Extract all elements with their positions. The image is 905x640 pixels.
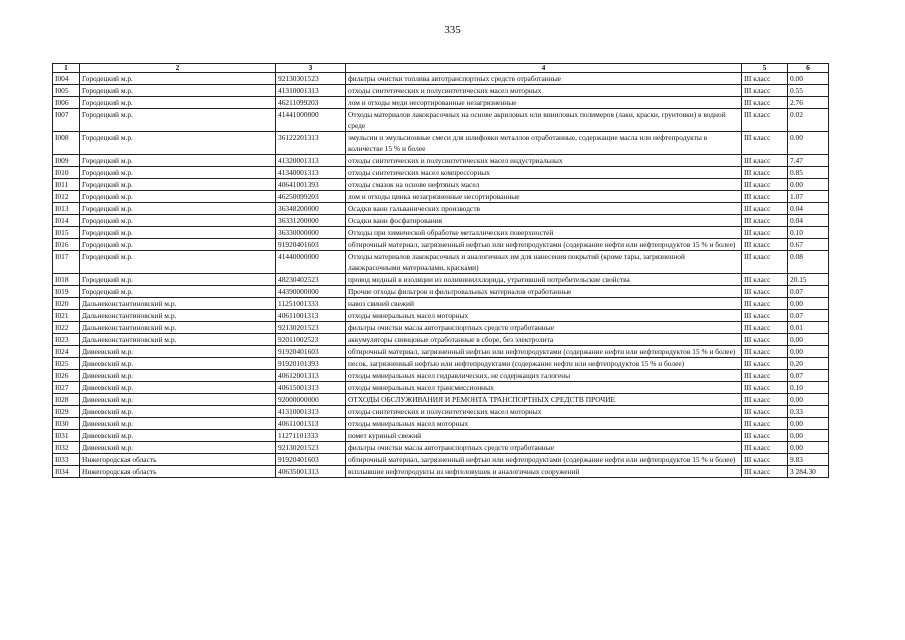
hazard-class: III класс bbox=[742, 322, 788, 334]
hazard-class: III класс bbox=[742, 418, 788, 430]
table-row bbox=[53, 334, 829, 346]
district-name: Дивеевский м.р. bbox=[80, 406, 276, 418]
hazard-class: III класс bbox=[742, 215, 788, 227]
table-row bbox=[53, 358, 829, 370]
waste-description: отходы синтетических и полусинтетических масел моторных bbox=[346, 85, 742, 97]
hazard-class: III класс bbox=[742, 203, 788, 215]
waste-description: отходы минеральных масел гидравлических, не содержащих галогены bbox=[346, 370, 742, 382]
row-number: I012 bbox=[53, 191, 80, 203]
row-number: I023 bbox=[53, 334, 80, 346]
waste-code: 41310001313 bbox=[276, 406, 346, 418]
quantity: 0.01 bbox=[788, 322, 829, 334]
waste-code: 11251001333 bbox=[276, 298, 346, 310]
district-name: Дивеевский м.р. bbox=[80, 382, 276, 394]
waste-code: 40611001313 bbox=[276, 418, 346, 430]
waste-code: 92130201523 bbox=[276, 442, 346, 454]
waste-code: 40635001313 bbox=[276, 466, 346, 478]
district-name: Городецкий м.р. bbox=[80, 191, 276, 203]
row-number: I025 bbox=[53, 358, 80, 370]
waste-description: помет куриный свежий bbox=[346, 430, 742, 442]
quantity: 0.00 bbox=[788, 442, 829, 454]
district-name: Дивеевский м.р. bbox=[80, 358, 276, 370]
row-number: I007 bbox=[53, 109, 80, 132]
waste-description: ОТХОДЫ ОБСЛУЖИВАНИЯ И РЕМОНТА ТРАНСПОРТНЫХ СРЕДСТВ ПРОЧИЕ bbox=[346, 394, 742, 406]
district-name: Дальнеконстантиновский м.р. bbox=[80, 322, 276, 334]
hazard-class: III класс bbox=[742, 346, 788, 358]
table-row bbox=[53, 430, 829, 442]
quantity: 3 284.30 bbox=[788, 466, 829, 478]
district-name: Городецкий м.р. bbox=[80, 155, 276, 167]
row-number: I031 bbox=[53, 430, 80, 442]
row-number: I020 bbox=[53, 298, 80, 310]
waste-description: отходы минеральных масел моторных bbox=[346, 418, 742, 430]
waste-description: лом и отходы меди несортированные незагрязненные bbox=[346, 97, 742, 109]
waste-description: Осадки ванн фосфатирования bbox=[346, 215, 742, 227]
waste-code: 91920101393 bbox=[276, 358, 346, 370]
quantity: 0.08 bbox=[788, 251, 829, 274]
row-number: I030 bbox=[53, 418, 80, 430]
table-row bbox=[53, 286, 829, 298]
hazard-class: III класс bbox=[742, 85, 788, 97]
waste-code: 36330000000 bbox=[276, 227, 346, 239]
column-header-5: 5 bbox=[742, 64, 788, 73]
waste-description: эмульсии и эмульсионные смеси для шлифовки металлов отработанные, содержащие масла или нефтепродукты в количестве 15 % и более bbox=[346, 132, 742, 155]
table-row bbox=[53, 215, 829, 227]
table-row bbox=[53, 442, 829, 454]
waste-code: 92000000000 bbox=[276, 394, 346, 406]
waste-description: Отходы материалов лакокрасочных на основе акриловых или виниловых полимеров (лаки, краски, грунтовки) в водной среде bbox=[346, 109, 742, 132]
table-row bbox=[53, 179, 829, 191]
table-row bbox=[53, 310, 829, 322]
row-number: I011 bbox=[53, 179, 80, 191]
table-row bbox=[53, 251, 829, 274]
hazard-class: III класс bbox=[742, 97, 788, 109]
waste-description: Осадки ванн гальванических производств bbox=[346, 203, 742, 215]
quantity: 0.00 bbox=[788, 394, 829, 406]
quantity: 0.07 bbox=[788, 370, 829, 382]
hazard-class: III класс bbox=[742, 334, 788, 346]
quantity: 7.47 bbox=[788, 155, 829, 167]
waste-description: провод медный в изоляции из поливинилхлорида, утративший потребительские свойства bbox=[346, 274, 742, 286]
table-row bbox=[53, 85, 829, 97]
row-number: I013 bbox=[53, 203, 80, 215]
hazard-class: III класс bbox=[742, 132, 788, 155]
quantity: 0.33 bbox=[788, 406, 829, 418]
district-name: Городецкий м.р. bbox=[80, 109, 276, 132]
table-row bbox=[53, 155, 829, 167]
table-row bbox=[53, 227, 829, 239]
table-row bbox=[53, 394, 829, 406]
district-name: Дивеевский м.р. bbox=[80, 370, 276, 382]
waste-description: обтирочный материал, загрязненный нефтью или нефтепродуктами (содержание нефти или нефтепродуктов 15 % и более) bbox=[346, 239, 742, 251]
hazard-class: III класс bbox=[742, 358, 788, 370]
hazard-class: III класс bbox=[742, 370, 788, 382]
column-header-2: 2 bbox=[80, 64, 276, 73]
district-name: Дальнеконстантиновский м.р. bbox=[80, 310, 276, 322]
column-header-3: 3 bbox=[276, 64, 346, 73]
column-header-1: 1 bbox=[53, 64, 80, 73]
row-number: I005 bbox=[53, 85, 80, 97]
table-row bbox=[53, 370, 829, 382]
hazard-class: III класс bbox=[742, 227, 788, 239]
row-number: I017 bbox=[53, 251, 80, 274]
district-name: Городецкий м.р. bbox=[80, 251, 276, 274]
table-row bbox=[53, 274, 829, 286]
waste-code: 41320001313 bbox=[276, 155, 346, 167]
hazard-class: III класс bbox=[742, 155, 788, 167]
table-header bbox=[53, 64, 829, 73]
waste-description: фильтры очистки топлива автотранспортных средств отработанные bbox=[346, 73, 742, 85]
hazard-class: III класс bbox=[742, 442, 788, 454]
waste-code: 44390000000 bbox=[276, 286, 346, 298]
table-row bbox=[53, 73, 829, 85]
waste-description: отходы минеральных масел трансмиссионных bbox=[346, 382, 742, 394]
waste-code: 46250099203 bbox=[276, 191, 346, 203]
hazard-class: III класс bbox=[742, 406, 788, 418]
district-name: Городецкий м.р. bbox=[80, 227, 276, 239]
table-row bbox=[53, 466, 829, 478]
waste-description: Отходы при химической обработке металлических поверхностей bbox=[346, 227, 742, 239]
table-row bbox=[53, 298, 829, 310]
quantity: 0.55 bbox=[788, 85, 829, 97]
hazard-class: III класс bbox=[742, 430, 788, 442]
waste-code: 92011002523 bbox=[276, 334, 346, 346]
waste-description: фильтры очистки масла автотранспортных средств отработанные bbox=[346, 322, 742, 334]
quantity: 20.15 bbox=[788, 274, 829, 286]
quantity: 2.76 bbox=[788, 97, 829, 109]
district-name: Городецкий м.р. bbox=[80, 215, 276, 227]
waste-description: лом и отходы цинка незагрязненные несортированные bbox=[346, 191, 742, 203]
row-number: I019 bbox=[53, 286, 80, 298]
district-name: Дивеевский м.р. bbox=[80, 394, 276, 406]
row-number: I010 bbox=[53, 167, 80, 179]
waste-code: 46211099203 bbox=[276, 97, 346, 109]
row-number: I006 bbox=[53, 97, 80, 109]
district-name: Дальнеконстантиновский м.р. bbox=[80, 334, 276, 346]
quantity: 0.00 bbox=[788, 430, 829, 442]
hazard-class: III класс bbox=[742, 394, 788, 406]
hazard-class: III класс bbox=[742, 466, 788, 478]
waste-description: аккумуляторы свинцовые отработанные в сборе, без электролита bbox=[346, 334, 742, 346]
hazard-class: III класс bbox=[742, 274, 788, 286]
waste-description: отходы синтетических и полусинтетических масел моторных bbox=[346, 406, 742, 418]
hazard-class: III класс bbox=[742, 286, 788, 298]
quantity: 9.83 bbox=[788, 454, 829, 466]
row-number: I022 bbox=[53, 322, 80, 334]
hazard-class: III класс bbox=[742, 310, 788, 322]
row-number: I008 bbox=[53, 132, 80, 155]
quantity: 0.20 bbox=[788, 358, 829, 370]
hazard-class: III класс bbox=[742, 191, 788, 203]
row-number: I028 bbox=[53, 394, 80, 406]
waste-table bbox=[52, 63, 829, 478]
district-name: Дивеевский м.р. bbox=[80, 442, 276, 454]
waste-description: фильтры очистки масла автотранспортных средств отработанные bbox=[346, 442, 742, 454]
district-name: Городецкий м.р. bbox=[80, 132, 276, 155]
quantity: 0.02 bbox=[788, 109, 829, 132]
table-row bbox=[53, 167, 829, 179]
waste-description: всплывшие нефтепродукты из нефтеловушек и аналогичных сооружений bbox=[346, 466, 742, 478]
district-name: Городецкий м.р. bbox=[80, 97, 276, 109]
table-body bbox=[53, 73, 829, 478]
quantity: 0.07 bbox=[788, 286, 829, 298]
waste-code: 91920401603 bbox=[276, 239, 346, 251]
quantity: 0.10 bbox=[788, 227, 829, 239]
table-row bbox=[53, 239, 829, 251]
waste-description: обтирочный материал, загрязненный нефтью или нефтепродуктами (содержание нефти или нефтепродуктов 15 % и более) bbox=[346, 454, 742, 466]
district-name: Городецкий м.р. bbox=[80, 167, 276, 179]
district-name: Городецкий м.р. bbox=[80, 85, 276, 97]
waste-description: песок, загрязненный нефтью или нефтепродуктами (содержание нефти или нефтепродуктов 15 % и более) bbox=[346, 358, 742, 370]
quantity: 0.00 bbox=[788, 132, 829, 155]
row-number: I033 bbox=[53, 454, 80, 466]
row-number: I015 bbox=[53, 227, 80, 239]
district-name: Дальнеконстантиновский м.р. bbox=[80, 298, 276, 310]
district-name: Нижегородская область bbox=[80, 454, 276, 466]
table-row bbox=[53, 132, 829, 155]
waste-description: отходы синтетических масел компрессорных bbox=[346, 167, 742, 179]
quantity: 0.00 bbox=[788, 334, 829, 346]
table-row bbox=[53, 97, 829, 109]
row-number: I004 bbox=[53, 73, 80, 85]
quantity: 0.04 bbox=[788, 215, 829, 227]
hazard-class: III класс bbox=[742, 167, 788, 179]
district-name: Нижегородская область bbox=[80, 466, 276, 478]
quantity: 0.00 bbox=[788, 418, 829, 430]
table-row bbox=[53, 109, 829, 132]
table-row bbox=[53, 191, 829, 203]
hazard-class: III класс bbox=[742, 73, 788, 85]
district-name: Дивеевский м.р. bbox=[80, 430, 276, 442]
row-number: I014 bbox=[53, 215, 80, 227]
waste-code: 36122201313 bbox=[276, 132, 346, 155]
hazard-class: III класс bbox=[742, 251, 788, 274]
quantity: 0.00 bbox=[788, 73, 829, 85]
hazard-class: III класс bbox=[742, 179, 788, 191]
waste-code: 40615001313 bbox=[276, 382, 346, 394]
hazard-class: III класс bbox=[742, 239, 788, 251]
waste-description: обтирочный материал, загрязненный нефтью или нефтепродуктами (содержание нефти или нефтепродуктов 15 % и более) bbox=[346, 346, 742, 358]
waste-description: Отходы материалов лакокрасочных и аналогичных им для нанесения покрытий (кроме тары, загрязненной лакокрасочными материалами, красками) bbox=[346, 251, 742, 274]
waste-code: 40641001393 bbox=[276, 179, 346, 191]
table-row bbox=[53, 454, 829, 466]
waste-code: 41310001313 bbox=[276, 85, 346, 97]
waste-description: отходы минеральных масел моторных bbox=[346, 310, 742, 322]
waste-code: 92130201523 bbox=[276, 322, 346, 334]
waste-description: отходы синтетических и полусинтетических масел индустриальных bbox=[346, 155, 742, 167]
table-row bbox=[53, 346, 829, 358]
table-row bbox=[53, 203, 829, 215]
quantity: 0.85 bbox=[788, 167, 829, 179]
waste-code: 48230402523 bbox=[276, 274, 346, 286]
table-row bbox=[53, 418, 829, 430]
district-name: Городецкий м.р. bbox=[80, 179, 276, 191]
waste-code: 41441000000 bbox=[276, 109, 346, 132]
quantity: 0.00 bbox=[788, 346, 829, 358]
waste-code: 91920401603 bbox=[276, 454, 346, 466]
row-number: I029 bbox=[53, 406, 80, 418]
waste-code: 41340001313 bbox=[276, 167, 346, 179]
quantity: 0.00 bbox=[788, 298, 829, 310]
waste-code: 41440000000 bbox=[276, 251, 346, 274]
column-header-4: 4 bbox=[346, 64, 742, 73]
district-name: Городецкий м.р. bbox=[80, 203, 276, 215]
column-header-6: 6 bbox=[788, 64, 829, 73]
quantity: 0.07 bbox=[788, 310, 829, 322]
row-number: I016 bbox=[53, 239, 80, 251]
waste-code: 91920401603 bbox=[276, 346, 346, 358]
page-number: 335 bbox=[444, 24, 461, 36]
quantity: 0.10 bbox=[788, 382, 829, 394]
district-name: Городецкий м.р. bbox=[80, 286, 276, 298]
waste-code: 40612001313 bbox=[276, 370, 346, 382]
waste-code: 11271101333 bbox=[276, 430, 346, 442]
waste-description: навоз свиней свежий bbox=[346, 298, 742, 310]
district-name: Городецкий м.р. bbox=[80, 274, 276, 286]
waste-code: 36348200000 bbox=[276, 203, 346, 215]
header-row bbox=[53, 64, 829, 73]
table-row bbox=[53, 322, 829, 334]
district-name: Городецкий м.р. bbox=[80, 239, 276, 251]
table-row bbox=[53, 382, 829, 394]
row-number: I021 bbox=[53, 310, 80, 322]
row-number: I027 bbox=[53, 382, 80, 394]
row-number: I026 bbox=[53, 370, 80, 382]
hazard-class: III класс bbox=[742, 298, 788, 310]
quantity: 0.00 bbox=[788, 179, 829, 191]
row-number: I009 bbox=[53, 155, 80, 167]
quantity: 0.04 bbox=[788, 203, 829, 215]
district-name: Дивеевский м.р. bbox=[80, 346, 276, 358]
row-number: I024 bbox=[53, 346, 80, 358]
table-row bbox=[53, 406, 829, 418]
row-number: I018 bbox=[53, 274, 80, 286]
district-name: Городецкий м.р. bbox=[80, 73, 276, 85]
quantity: 1.07 bbox=[788, 191, 829, 203]
district-name: Дивеевский м.р. bbox=[80, 418, 276, 430]
row-number: I032 bbox=[53, 442, 80, 454]
hazard-class: III класс bbox=[742, 109, 788, 132]
waste-code: 36331200000 bbox=[276, 215, 346, 227]
quantity: 0.67 bbox=[788, 239, 829, 251]
waste-description: отходы смазок на основе нефтяных масел bbox=[346, 179, 742, 191]
hazard-class: III класс bbox=[742, 382, 788, 394]
waste-code: 92130301523 bbox=[276, 73, 346, 85]
hazard-class: III класс bbox=[742, 454, 788, 466]
waste-description: Прочие отходы фильтров и фильтровальных материалов отработанные bbox=[346, 286, 742, 298]
waste-code: 40611001313 bbox=[276, 310, 346, 322]
row-number: I034 bbox=[53, 466, 80, 478]
